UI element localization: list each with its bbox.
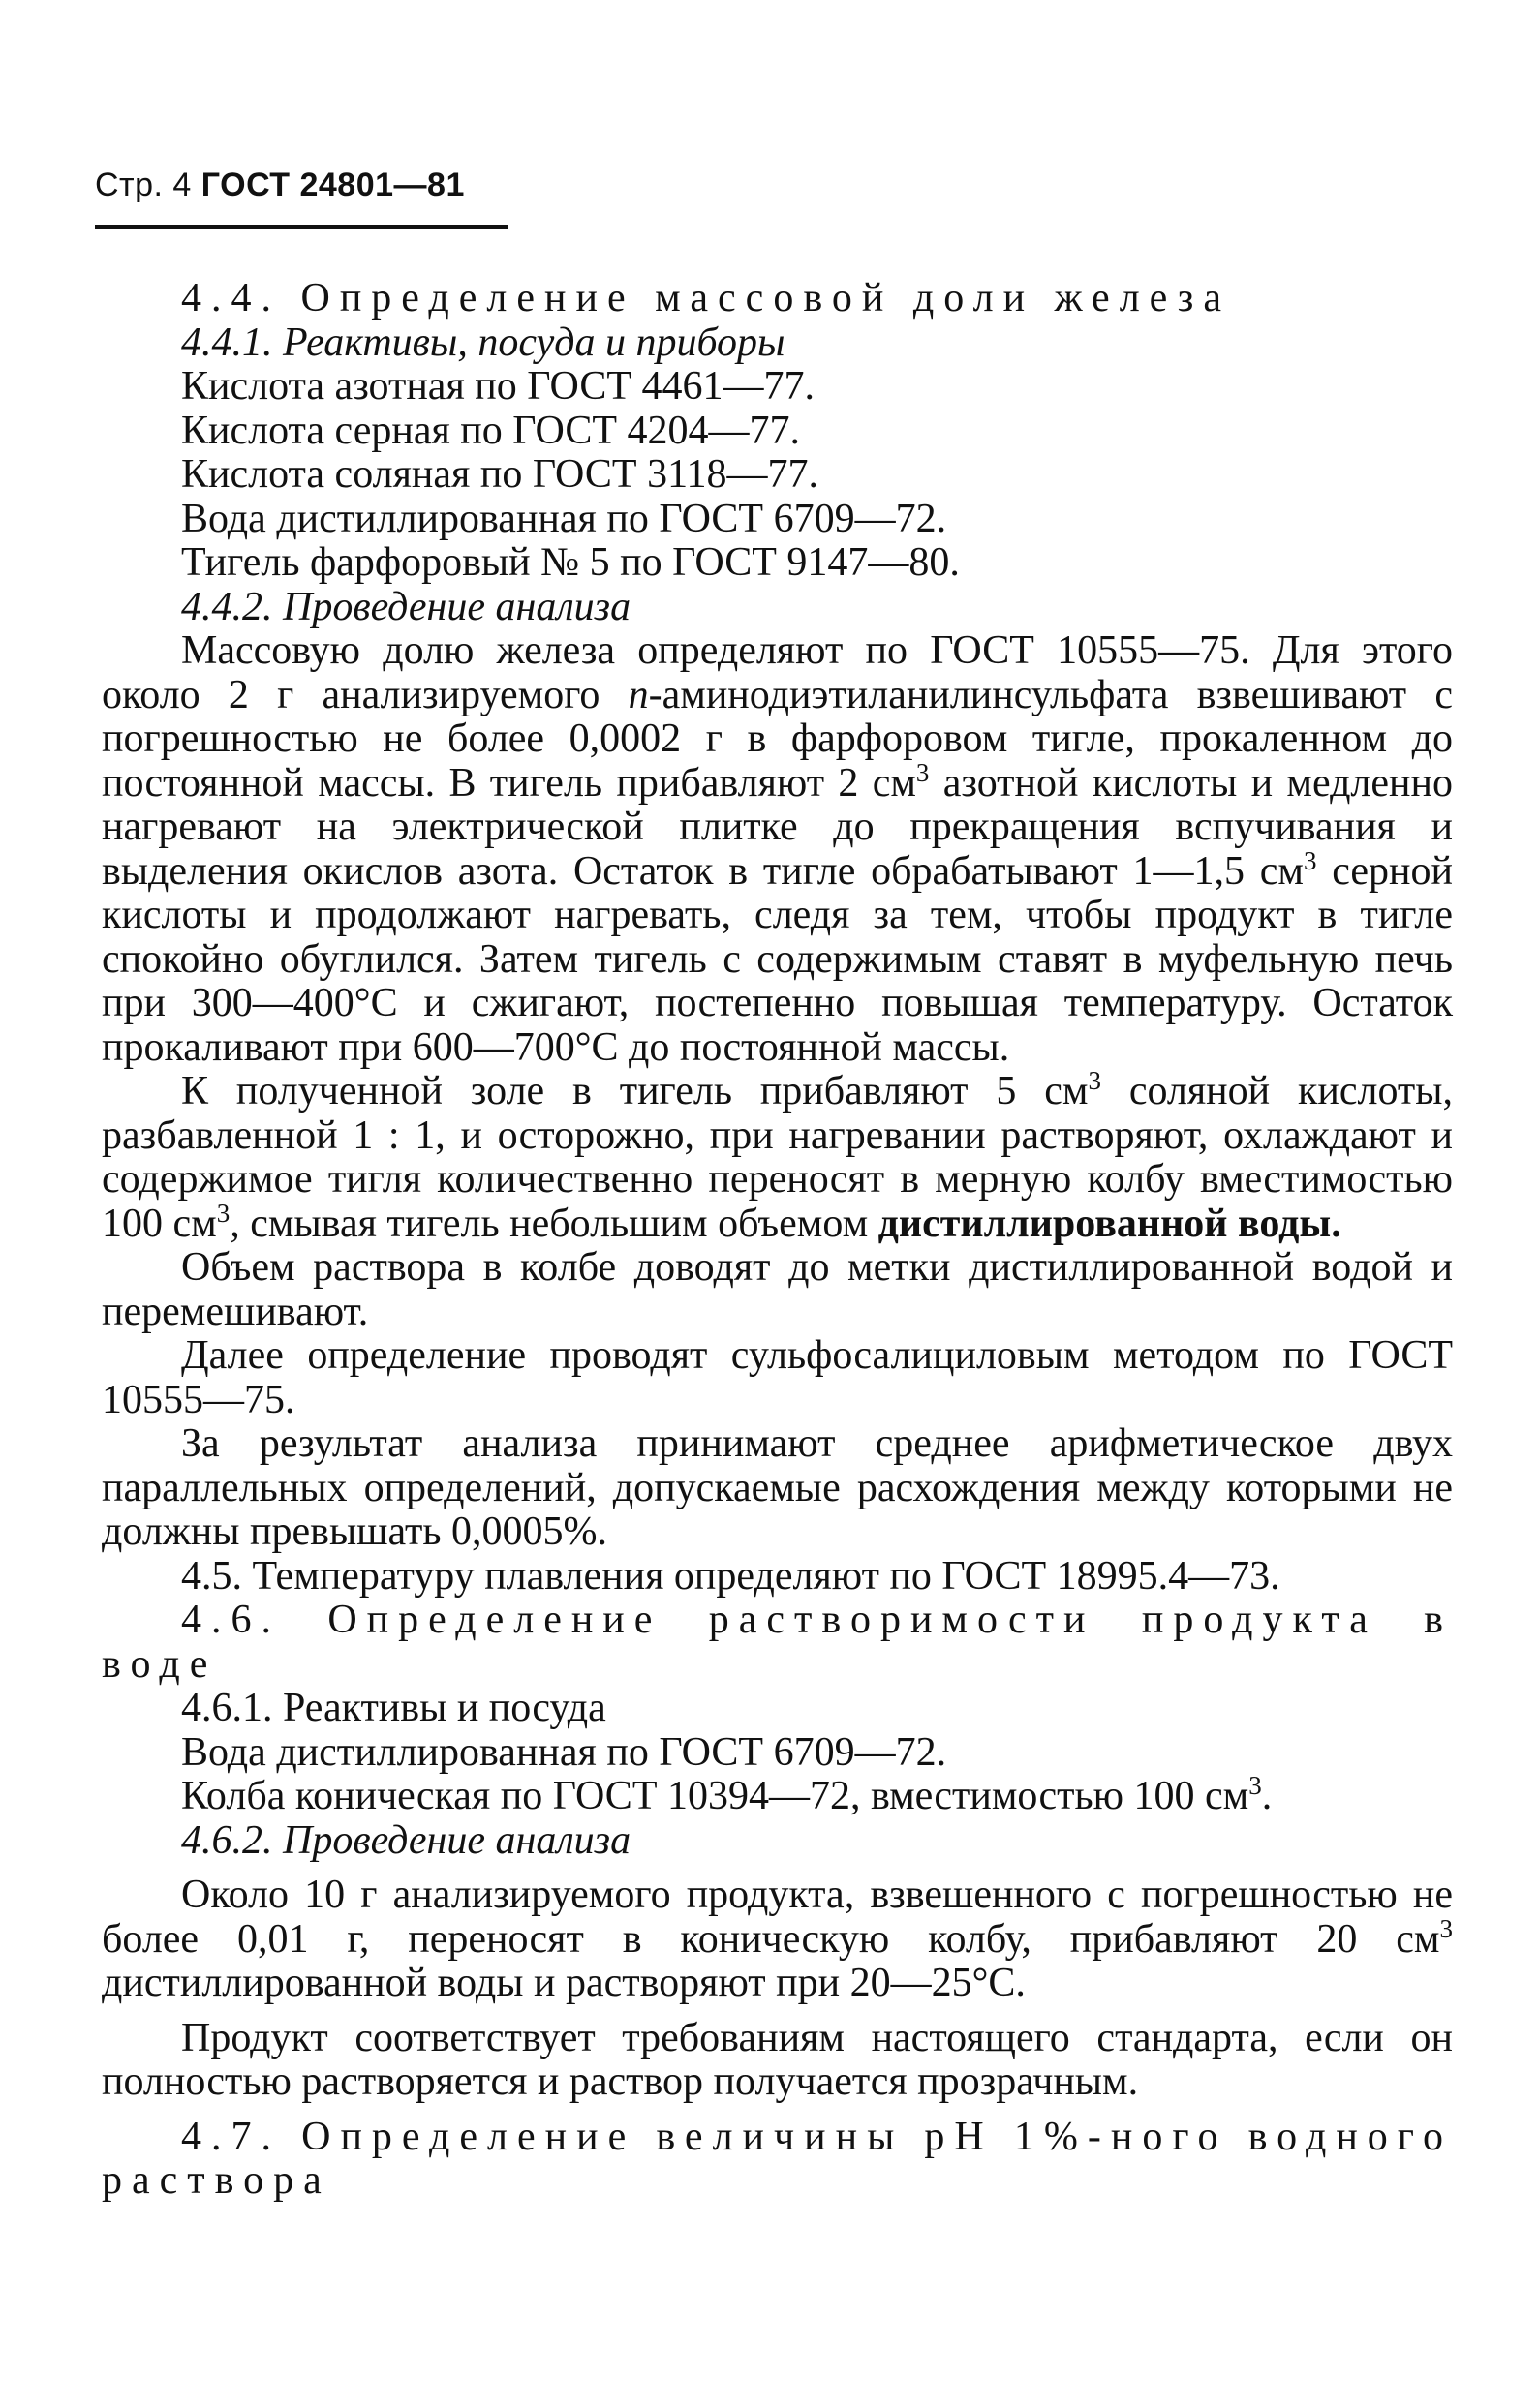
reagent-line: Колба коническая по ГОСТ 10394—72, вместимостью 100 $см^3$. [181,1771,1273,1818]
reagent-line: Кислота серная по ГОСТ 4204—77. [181,408,801,453]
section-heading-4-4: 4.4. Определение массовой доли железа [181,276,1232,320]
document-body [102,277,1453,2204]
section-heading-4-6: 4.6. Определение растворимости продукта в воде [102,1598,1453,1687]
reagent-line: Вода дистиллированная по ГОСТ 6709—72. [181,1729,947,1775]
subheading-4-4-2: 4.4.2. Проведение анализа [181,584,631,629]
paragraph-solubility-procedure: Около 10 г анализируемого продукта, взвешенного с погрешностью не более 0,01 г, переносят в коническую колбу, прибавляют 20 $см^3$ дистиллированной воды и растворяют при 20—25°С. [102,1873,1453,2005]
reagent-line: Кислота соляная по ГОСТ 3118—77. [181,452,819,497]
paragraph-method: Далее определение проводят сульфосалициловым методом по ГОСТ 10555—75. [102,1333,1453,1422]
paragraph-solubility-criterion: Продукт соответствует требованиям настоящего стандарта, если он полностью растворяется и раствор получается прозрачным. [102,2015,1453,2104]
subheading-4-4-1: 4.4.1. Реактивы, посуда и приборы [181,320,785,365]
subheading-4-6-1: 4.6.1. Реактивы и посуда [181,1686,606,1730]
doc-code: ГОСТ 24801—81 [200,167,465,203]
paragraph-ash-dissolution: К полученной золе в тигель прибавляют 5 $см^3$ соляной кислоты, разбавленной 1 : 1, и осторожно, при нагревании растворяют, охлаждают и содержимое тигля количественно переносят в мерную колбу вместимостью 100 $см^3$, смывая тигель небольшим объемом дистиллированной воды. [102,1066,1453,1246]
paragraph-result: За результат анализа принимают среднее арифметическое двух параллельных определений, допускаемые расхождения между которыми не должны превышать 0,0005%. [102,1421,1453,1554]
subheading-4-6-2: 4.6.2. Проведение анализа [181,1817,631,1863]
paragraph-volume: Объем раствора в колбе доводят до метки дистиллированной водой и перемешивают. [102,1245,1453,1334]
page-number: Стр. 4 [95,167,192,203]
section-4-5: 4.5. Температуру плавления определяют по ГОСТ 18995.4—73. [181,1553,1280,1599]
running-header [95,167,465,204]
section-heading-4-7: 4.7. Определение величины pH 1%-ного водного раствора [102,2114,1453,2203]
reagent-line: Кислота азотная по ГОСТ 4461—77. [181,364,815,409]
reagent-line: Тигель фарфоровый № 5 по ГОСТ 9147—80. [181,540,960,585]
reagent-line: Вода дистиллированная по ГОСТ 6709—72. [181,496,947,541]
header-rule [95,225,508,229]
paragraph-iron-procedure: Массовую долю железа определяют по ГОСТ 10555—75. Для этого около 2 г анализируемого п-аминодиэтиланилинсульфата взвешивают с погрешностью не более 0,0002 г в фарфоровом тигле, прокаленном до постоянной массы. В тигель прибавляют 2 $см^3$ азотной кислоты и медленно нагревают на электрической плитке до прекращения вспучивания и выделения окислов азота. Остаток в тигле обрабатывают 1—1,5 $см^3$ серной кислоты и продолжают нагревать, следя за тем, чтобы продукт в тигле спокойно обуглился. Затем тигель с содержимым ставят в муфельную печь при 300—400°С и сжигают, постепенно повышая температуру. Остаток прокаливают при 600—700°С до постоянной массы. [102,628,1454,1070]
